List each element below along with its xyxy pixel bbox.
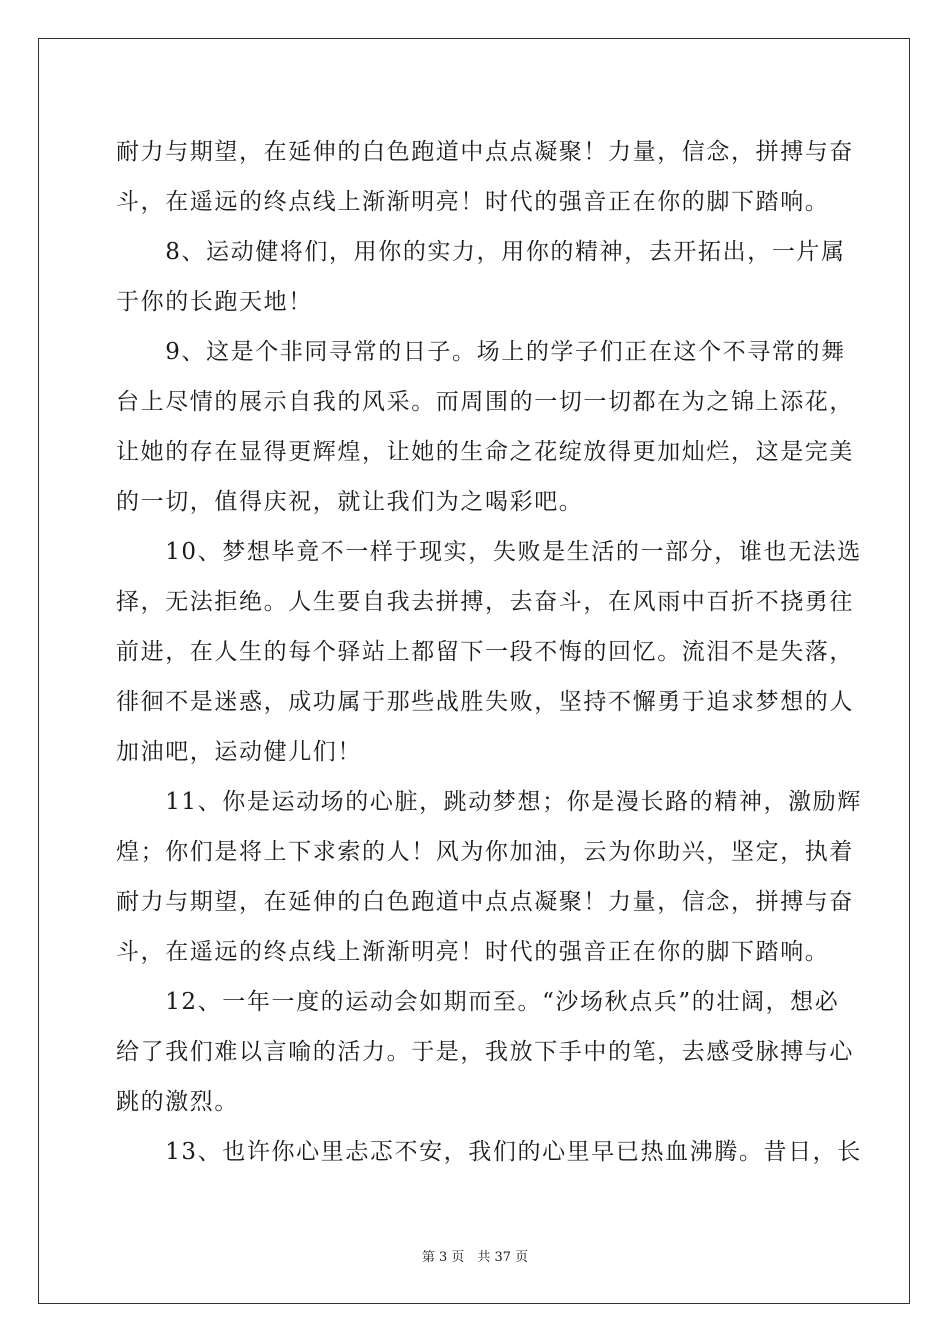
text-line: 加油吧，运动健儿们！ bbox=[116, 739, 362, 765]
document-body bbox=[116, 127, 862, 1177]
text-line: 10、梦想毕竟不一样于现实，失败是生活的一部分，谁也无法选 bbox=[116, 539, 862, 565]
page-number-footer: 第 3 页 共 37 页 bbox=[421, 1250, 529, 1265]
text-line: 前进，在人生的每个驿站上都留下一段不悔的回忆。流泪不是失落， bbox=[116, 639, 854, 665]
text-line: 择，无法拒绝。人生要自我去拼搏，去奋斗，在风雨中百折不挠勇往 bbox=[116, 589, 854, 615]
text-line: 斗，在遥远的终点线上渐渐明亮！时代的强音正在你的脚下踏响。 bbox=[116, 189, 830, 215]
text-line: 9、这是个非同寻常的日子。场上的学子们正在这个不寻常的舞 bbox=[116, 339, 846, 365]
text-line: 徘徊不是迷惑，成功属于那些战胜失败，坚持不懈勇于追求梦想的人 bbox=[116, 689, 854, 715]
text-line: 于你的长跑天地！ bbox=[116, 289, 313, 315]
text-line: 跳的激烈。 bbox=[116, 1089, 239, 1115]
text-line: 8、运动健将们，用你的实力，用你的精神，去开拓出，一片属 bbox=[116, 239, 846, 265]
text-line: 让她的存在显得更辉煌，让她的生命之花绽放得更加灿烂，这是完美 bbox=[116, 439, 854, 465]
text-line: 11、你是运动场的心脏，跳动梦想；你是漫长路的精神，激励辉 bbox=[116, 789, 862, 815]
text-line: 的一切，值得庆祝，就让我们为之喝彩吧。 bbox=[116, 489, 584, 515]
text-line: 台上尽情的展示自我的风采。而周围的一切一切都在为之锦上添花， bbox=[116, 389, 854, 415]
text-line: 耐力与期望，在延伸的白色跑道中点点凝聚！力量，信念，拼搏与奋 bbox=[116, 139, 854, 165]
text-line: 12、一年一度的运动会如期而至。“沙场秋点兵”的壮阔，想必 bbox=[116, 989, 840, 1015]
text-line: 斗，在遥远的终点线上渐渐明亮！时代的强音正在你的脚下踏响。 bbox=[116, 939, 830, 965]
text-line: 煌；你们是将上下求索的人！风为你加油，云为你助兴，坚定，执着 bbox=[116, 839, 854, 865]
text-line: 13、也许你心里忐忑不安，我们的心里早已热血沸腾。昔日，长 bbox=[116, 1139, 862, 1165]
text-line: 给了我们难以言喻的活力。于是，我放下手中的笔，去感受脉搏与心 bbox=[116, 1039, 854, 1065]
text-line: 耐力与期望，在延伸的白色跑道中点点凝聚！力量，信念，拼搏与奋 bbox=[116, 889, 854, 915]
